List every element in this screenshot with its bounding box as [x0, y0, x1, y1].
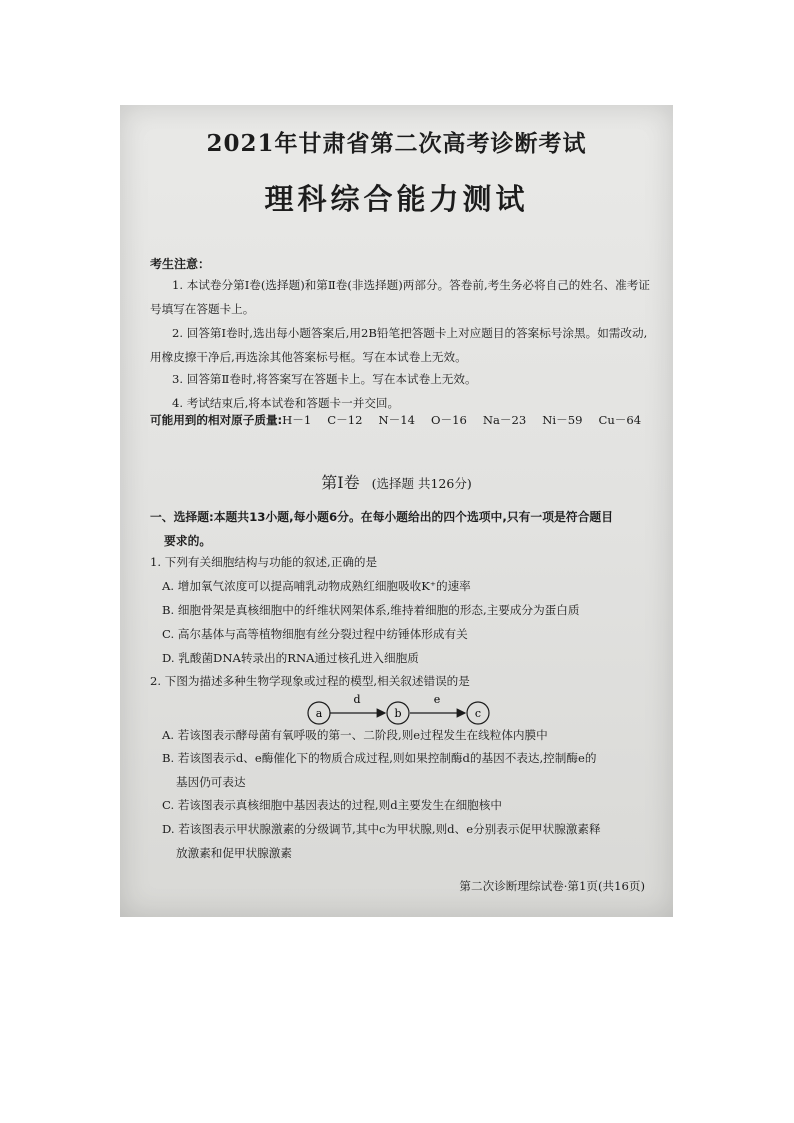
edge-e-label: e	[433, 693, 441, 706]
exam-subtitle: 理科综合能力测试	[264, 182, 529, 216]
section1-heading	[150, 505, 665, 553]
process-diagram	[306, 689, 496, 725]
node-a-label: a	[315, 707, 323, 720]
atomic-mass-cu: Cu－64	[598, 413, 642, 427]
notice-item-2: 2. 回答第Ⅰ卷时,选出每小题答案后,用2B铅笔把答题卡上对应题目的答案标号涂黑。如需改动,用橡皮擦干净后,再选涂其他答案标号框。写在本试卷上无效。	[150, 326, 648, 364]
question-2-option-d-line2: 放激素和促甲状腺激素	[176, 846, 292, 860]
atomic-mass-o: O－16	[430, 413, 467, 427]
exam-title: 2021年甘肃省第二次高考诊断考试	[206, 130, 587, 157]
section1-heading-line2: 要求的。	[164, 534, 212, 548]
node-c-label: c	[474, 707, 482, 720]
part1-subtitle: (选择题 共126分)	[371, 476, 472, 491]
atomic-mass-n: N－14	[378, 413, 415, 427]
question-1-stem: 1. 下列有关细胞结构与功能的叙述,正确的是	[150, 555, 378, 569]
notice-item-1: 1. 本试卷分第Ⅰ卷(选择题)和第Ⅱ卷(非选择题)两部分。答卷前,考生务必将自己的姓名、准考证号填写在答题卡上。	[150, 278, 650, 316]
atomic-masses-label: 可能用到的相对原子质量:	[150, 413, 283, 427]
question-1-option-d: D. 乳酸菌DNA转录出的RNA通过核孔进入细胞质	[162, 651, 419, 665]
question-1-option-c: C. 高尔基体与高等植物细胞有丝分裂过程中纺锤体形成有关	[162, 627, 468, 641]
section1-heading-line1: 一、选择题:本题共13小题,每小题6分。在每小题给出的四个选项中,只有一项是符合题目	[150, 510, 613, 524]
notice-heading: 考生注意：	[150, 257, 211, 271]
atomic-mass-ni: Ni－59	[542, 413, 583, 427]
question-1-option-a: A. 增加氧气浓度可以提高哺乳动物成熟红细胞吸收K⁺的速率	[162, 579, 471, 593]
node-b-label: b	[394, 707, 402, 720]
atomic-mass-h: H－1	[282, 413, 312, 427]
question-2-option-d-line1: D. 若该图表示甲状腺激素的分级调节,其中c为甲状腺,则d、e分别表示促甲状腺激素释	[162, 822, 601, 836]
question-2-option-a: A. 若该图表示酵母菌有氧呼吸的第一、二阶段,则e过程发生在线粒体内膜中	[162, 728, 548, 742]
question-2-option-b	[162, 746, 652, 794]
atomic-mass-na: Na－23	[482, 413, 527, 427]
notice-item-3: 3. 回答第Ⅱ卷时,将答案写在答题卡上。写在本试卷上无效。	[172, 372, 477, 386]
question-2-stem: 2. 下图为描述多种生物学现象或过程的模型,相关叙述错误的是	[150, 674, 470, 688]
question-2-option-b-line1: B. 若该图表示d、e酶催化下的物质合成过程,则如果控制酶d的基因不表达,控制酶e的	[162, 751, 597, 765]
atomic-masses	[150, 408, 657, 432]
notice-item-4: 4. 考试结束后,将本试卷和答题卡一并交回。	[172, 396, 400, 410]
edge-d-label: d	[353, 693, 361, 706]
exam-page	[120, 105, 673, 917]
page-footer: 第二次诊断理综试卷·第1页(共16页)	[459, 879, 645, 893]
question-1-option-b: B. 细胞骨架是真核细胞中的纤维状网架体系,维持着细胞的形态,主要成分为蛋白质	[162, 603, 580, 617]
question-2-option-d	[162, 817, 652, 865]
atomic-mass-c: C－12	[327, 413, 363, 427]
question-2-option-b-line2: 基因仍可表达	[176, 775, 246, 789]
question-2-option-c: C. 若该图表示真核细胞中基因表达的过程,则d主要发生在细胞核中	[162, 798, 502, 812]
part1-heading: 第Ⅰ卷	[321, 473, 360, 492]
part1-title	[120, 470, 673, 493]
